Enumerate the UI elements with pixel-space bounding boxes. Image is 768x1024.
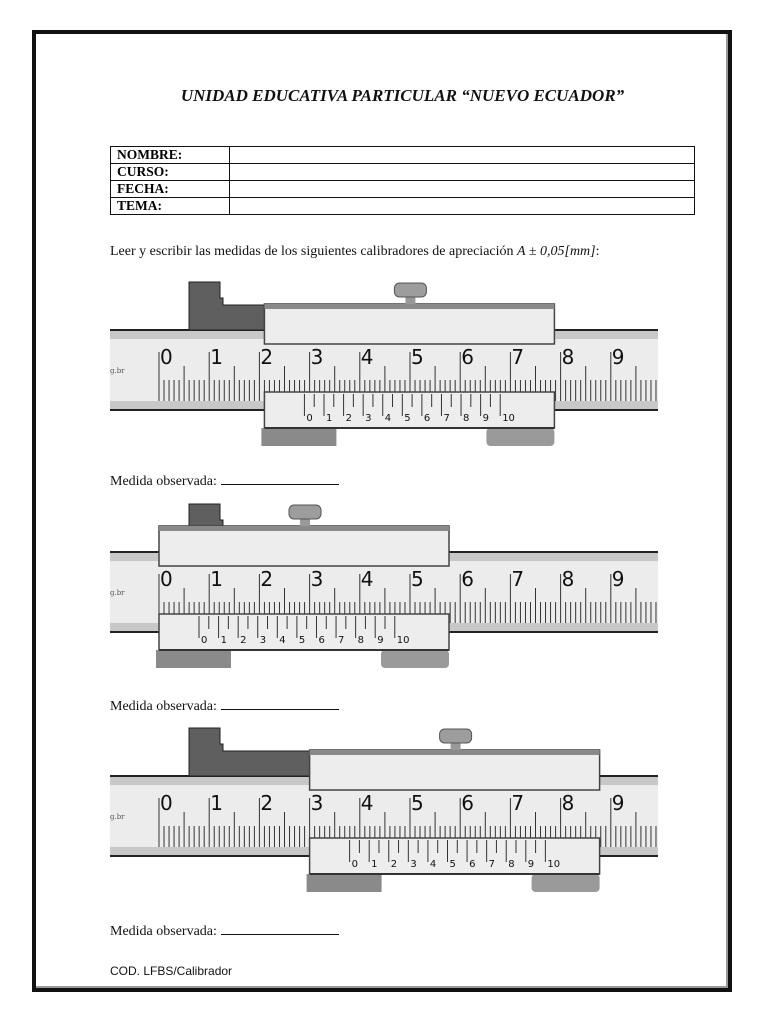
main-scale-label: 7 — [511, 345, 525, 369]
slider-roller — [381, 650, 449, 668]
fixed-jaw — [189, 282, 264, 330]
main-scale-label: 2 — [260, 791, 274, 815]
answer-label: Medida observada: — [110, 699, 217, 714]
info-label: NOMBRE: — [111, 147, 230, 164]
thumb-screw-icon — [440, 729, 472, 743]
vernier-label: 3 — [410, 859, 417, 870]
slider-top-body — [310, 750, 600, 790]
caliper-1 — [110, 278, 658, 448]
main-scale-label: 8 — [561, 567, 575, 591]
main-scale-label: 9 — [611, 345, 625, 369]
slider-top-rail — [264, 304, 554, 309]
slider-roller — [532, 874, 600, 892]
main-scale-label: 0 — [160, 791, 173, 815]
answer-blank-2[interactable] — [221, 697, 339, 710]
main-scale-label: 5 — [411, 345, 424, 369]
vernier-label: 9 — [482, 413, 489, 424]
answer-line-2 — [110, 697, 339, 715]
main-scale-label: 8 — [561, 791, 575, 815]
vernier-label: 0 — [306, 413, 313, 424]
school-title: UNIDAD EDUCATIVA PARTICULAR “NUEVO ECUADOR” — [180, 86, 625, 105]
instruction-text — [110, 244, 600, 260]
vernier-label: 10 — [502, 413, 515, 424]
vernier-label: 4 — [429, 859, 437, 870]
tema-field[interactable] — [230, 198, 695, 215]
main-scale-label: 9 — [611, 567, 625, 591]
vernier-label: 9 — [527, 859, 535, 870]
watermark-text: g.br — [110, 367, 125, 375]
slider-top-body — [159, 526, 449, 566]
vernier-label: 8 — [508, 859, 515, 870]
watermark-text: g.br — [110, 589, 125, 597]
main-scale-label: 3 — [310, 345, 324, 369]
thumb-screw-icon — [289, 505, 321, 519]
slider-top-body — [264, 304, 554, 344]
vernier-label: 1 — [325, 413, 333, 424]
main-scale-label: 1 — [210, 345, 223, 369]
main-scale-label: 3 — [310, 567, 324, 591]
main-scale-label: 2 — [260, 345, 274, 369]
vernier-label: 8 — [357, 635, 364, 646]
main-scale-label: 7 — [511, 567, 525, 591]
vernier-label: 10 — [547, 859, 561, 870]
curso-field[interactable] — [230, 164, 695, 181]
vernier-label: 6 — [318, 635, 325, 646]
main-scale-label: 3 — [310, 791, 324, 815]
vernier-label: 3 — [259, 635, 267, 646]
vernier-label: 7 — [338, 635, 345, 646]
document-code: COD. LFBS/Calibrador — [110, 964, 233, 978]
vernier-label: 2 — [345, 413, 352, 424]
info-row-nombre — [111, 147, 695, 164]
vernier-label: 5 — [404, 413, 411, 424]
main-scale-label: 6 — [461, 345, 474, 369]
vernier-label: 0 — [201, 635, 208, 646]
main-scale-label: 2 — [260, 567, 274, 591]
main-scale-label: 7 — [511, 791, 525, 815]
main-scale-label: 5 — [411, 791, 424, 815]
vernier-label: 0 — [351, 859, 358, 870]
answer-line-3 — [110, 922, 339, 940]
vernier-label: 10 — [396, 635, 410, 646]
answer-blank-1[interactable] — [221, 472, 339, 485]
vernier-label: 2 — [390, 859, 398, 870]
vernier-label: 4 — [279, 635, 286, 646]
main-scale-label: 0 — [160, 345, 173, 369]
nombre-field[interactable] — [230, 147, 695, 164]
answer-label: Medida observada: — [110, 474, 217, 489]
info-label: TEMA: — [111, 198, 230, 215]
vernier-label: 2 — [240, 635, 247, 646]
slider-top-rail — [159, 526, 449, 531]
info-label: FECHA: — [111, 181, 230, 198]
instruction-body: Leer y escribir las medidas de los siguientes calibradores de apreciación — [110, 244, 518, 259]
instruction-suffix: : — [595, 244, 600, 259]
vernier-label: 1 — [220, 635, 227, 646]
vernier-label: 6 — [423, 413, 431, 424]
info-row-fecha — [111, 181, 695, 198]
instruction-math: A ± 0,05[mm] — [517, 244, 596, 259]
main-scale-label: 5 — [411, 567, 424, 591]
fecha-field[interactable] — [230, 181, 695, 198]
main-scale-label: 6 — [461, 791, 474, 815]
main-scale-label: 4 — [360, 345, 374, 369]
main-scale-label: 4 — [360, 567, 374, 591]
info-label: CURSO: — [111, 164, 230, 181]
main-scale-label: 6 — [461, 567, 474, 591]
vernier-label: 6 — [469, 859, 476, 870]
vernier-label: 9 — [377, 635, 384, 646]
vernier-label: 8 — [463, 413, 470, 424]
moving-jaw-base — [261, 428, 336, 446]
main-scale-label: 8 — [561, 345, 575, 369]
caliper-3 — [110, 724, 658, 894]
vernier-label: 3 — [365, 413, 372, 424]
info-row-curso — [111, 164, 695, 181]
vernier-label: 5 — [449, 859, 456, 870]
main-scale-label: 9 — [611, 791, 625, 815]
thumb-screw-icon — [394, 283, 426, 297]
vernier-label: 7 — [443, 413, 450, 424]
watermark-text: g.br — [110, 813, 125, 821]
main-scale-label: 1 — [210, 791, 223, 815]
answer-label: Medida observada: — [110, 924, 217, 939]
vernier-label: 7 — [488, 859, 496, 870]
slider-roller — [486, 428, 554, 446]
slider-top-rail — [310, 750, 600, 755]
fixed-jaw — [189, 728, 310, 776]
main-scale-label: 0 — [160, 567, 173, 591]
info-row-tema — [111, 198, 695, 215]
main-scale-label: 1 — [210, 567, 223, 591]
caliper-2 — [110, 500, 658, 670]
moving-jaw-base — [307, 874, 382, 892]
answer-blank-3[interactable] — [221, 922, 339, 935]
vernier-label: 4 — [384, 413, 392, 424]
student-info-table — [110, 146, 695, 215]
answer-line-1 — [110, 472, 339, 490]
moving-jaw-base — [156, 650, 231, 668]
vernier-label: 5 — [298, 635, 306, 646]
main-scale-label: 4 — [360, 791, 374, 815]
vernier-label: 1 — [371, 859, 378, 870]
